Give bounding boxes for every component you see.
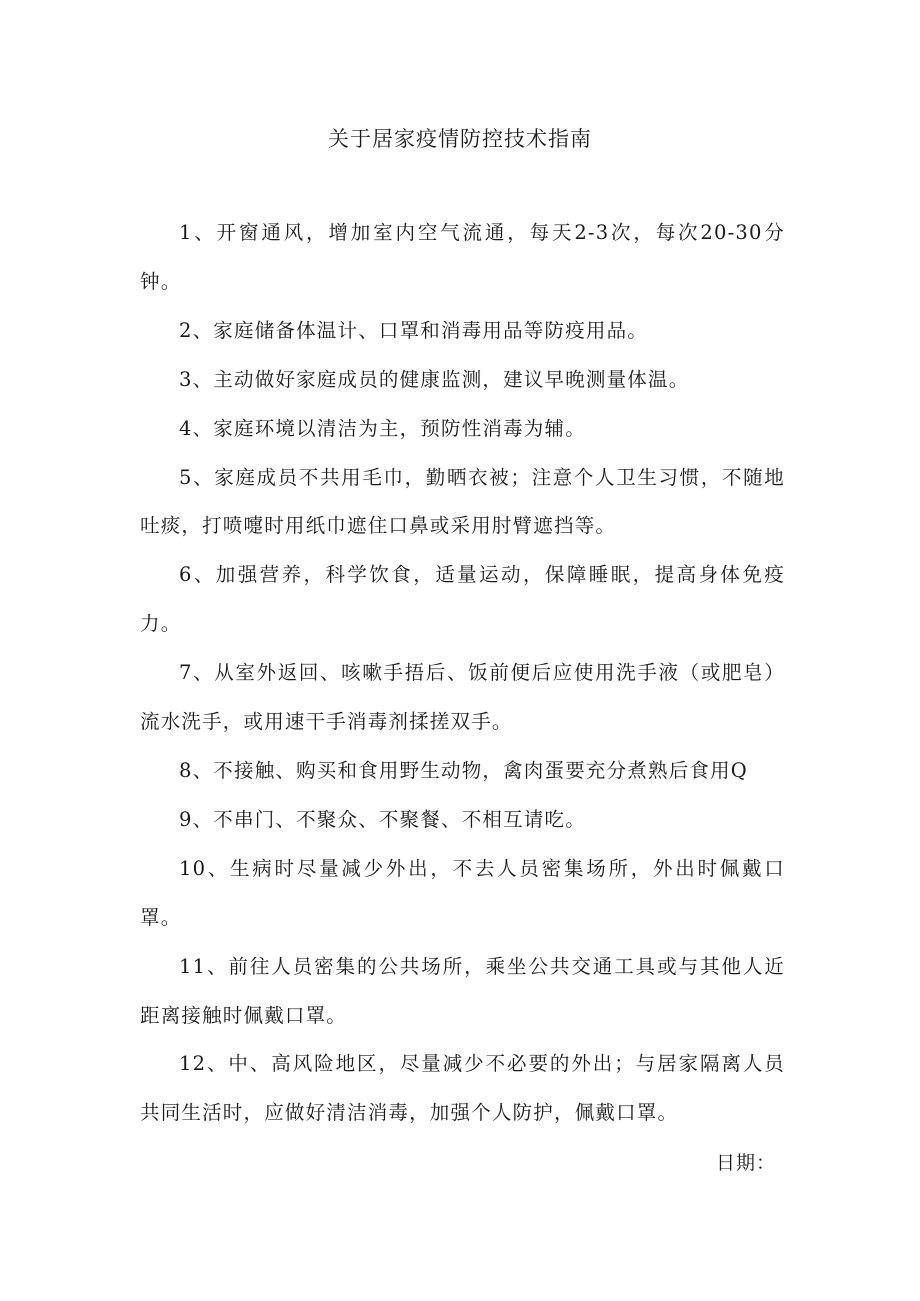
- guideline-item-9: 9、不串门、不聚众、不聚餐、不相互请吃。: [179, 807, 586, 831]
- guideline-item-5: 5、家庭成员不共用毛巾，勤晒衣被；注意个人卫生习惯，不随地吐痰，打喷嚏时用纸巾遮住口鼻或采用肘臂遮挡等。: [140, 465, 785, 538]
- guideline-item-3: 3、主动做好家庭成员的健康监测，建议早晚测量体温。: [179, 367, 690, 391]
- guideline-item-11: 11、前往人员密集的公共场所，乘坐公共交通工具或与其他人近距离接触时佩戴口罩。: [140, 954, 785, 1027]
- guideline-item-2: 2、家庭储备体温计、口罩和消毒用品等防疫用品。: [179, 318, 649, 342]
- guideline-item-1: 1、开窗通风，增加室内空气流通，每天2-3次，每次20-30分钟。: [140, 221, 785, 293]
- date-label: 日期：: [716, 1152, 777, 1174]
- guideline-item-7: 7、从室外返回、咳嗽手捂后、饭前便后应使用洗手液（或肥皂）流水洗手，或用速干手消毒剂揉搓双手。: [140, 661, 785, 734]
- guideline-item-8: 8、不接触、购买和食用野生动物，禽肉蛋要充分煮熟后食用Q: [179, 758, 748, 782]
- guideline-item-6: 6、加强营养，科学饮食，适量运动，保障睡眠，提高身体免疫力。: [140, 563, 785, 636]
- guideline-item-4: 4、家庭环境以清洁为主，预防性消毒为辅。: [179, 416, 586, 440]
- guideline-list: [140, 209, 785, 1138]
- guideline-item-10: 10、生病时尽量减少外出，不去人员密集场所，外出时佩戴口罩。: [140, 856, 785, 929]
- document-title: 关于居家疫情防控技术指南: [328, 127, 592, 151]
- guideline-item-12: 12、中、高风险地区，尽量减少不必要的外出；与居家隔离人员共同生活时，应做好清洁消毒，加强个人防护，佩戴口罩。: [140, 1052, 785, 1125]
